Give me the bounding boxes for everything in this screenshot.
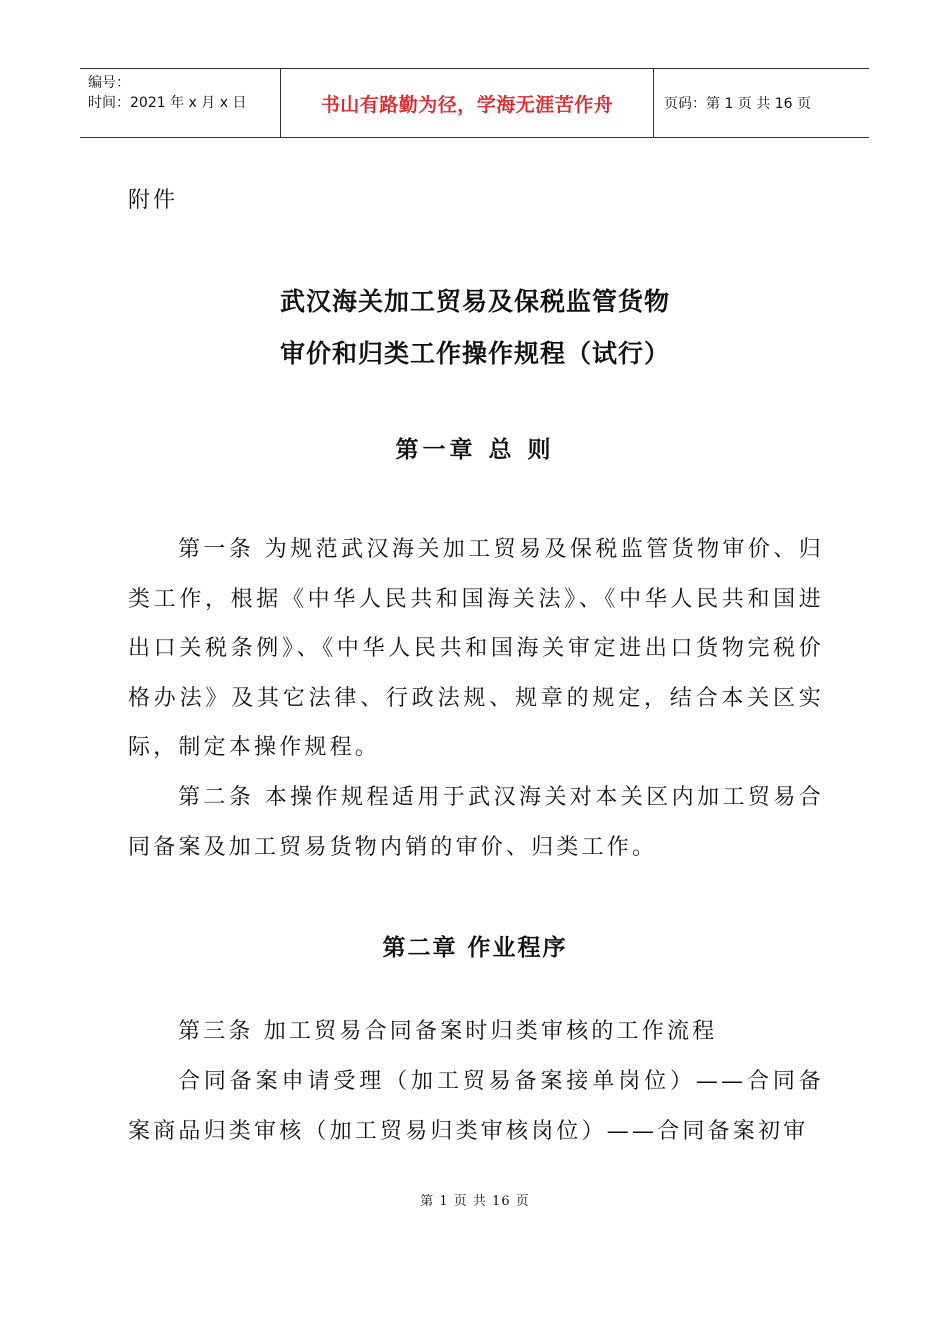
workflow-paragraph: 合同备案申请受理（加工贸易备案接单岗位）——合同备案商品归类审核（加工贸易归类审核岗位）——合同备案初审 [128, 1069, 824, 1144]
article-2: 第二条 本操作规程适用于武汉海关对本关区内加工贸易合同备案及加工贸易货物内销的审价、归类工作。 [128, 785, 824, 860]
header-motto: 书山有路勤为径，学海无涯苦作舟 [280, 69, 654, 137]
chapter-1-heading: 第一章 总 则 [395, 437, 555, 463]
chapter-2-heading: 第二章 作业程序 [382, 935, 568, 961]
doc-title-line2: 审价和归类工作操作规程（试行） [279, 339, 670, 368]
time-label: 时间：2021 年 x 月 x 日 [88, 95, 247, 111]
header-left-cell [80, 69, 280, 137]
annex-label: 附件 [128, 188, 179, 213]
header-page-label: 页码：第 1 页 共 16 页 [664, 96, 811, 112]
page-footer: 第 1 页 共 16 页 [420, 1194, 530, 1209]
article-1: 第一条 为规范武汉海关加工贸易及保税监管货物审价、归类工作，根据《中华人民共和国海关法》、《中华人民共和国进出口关税条例》、《中华人民共和国海关审定进出口货物完税价格办法》及其它法律、行政法规、规章的规定，结合本关区实际，制定本操作规程。 [128, 537, 824, 760]
article-3: 第三条 加工贸易合同备案时归类审核的工作流程 [178, 1019, 718, 1044]
page-header [80, 68, 869, 138]
doc-title-line1: 武汉海关加工贸易及保税监管货物 [279, 287, 670, 316]
number-label: 编号： [88, 75, 130, 91]
